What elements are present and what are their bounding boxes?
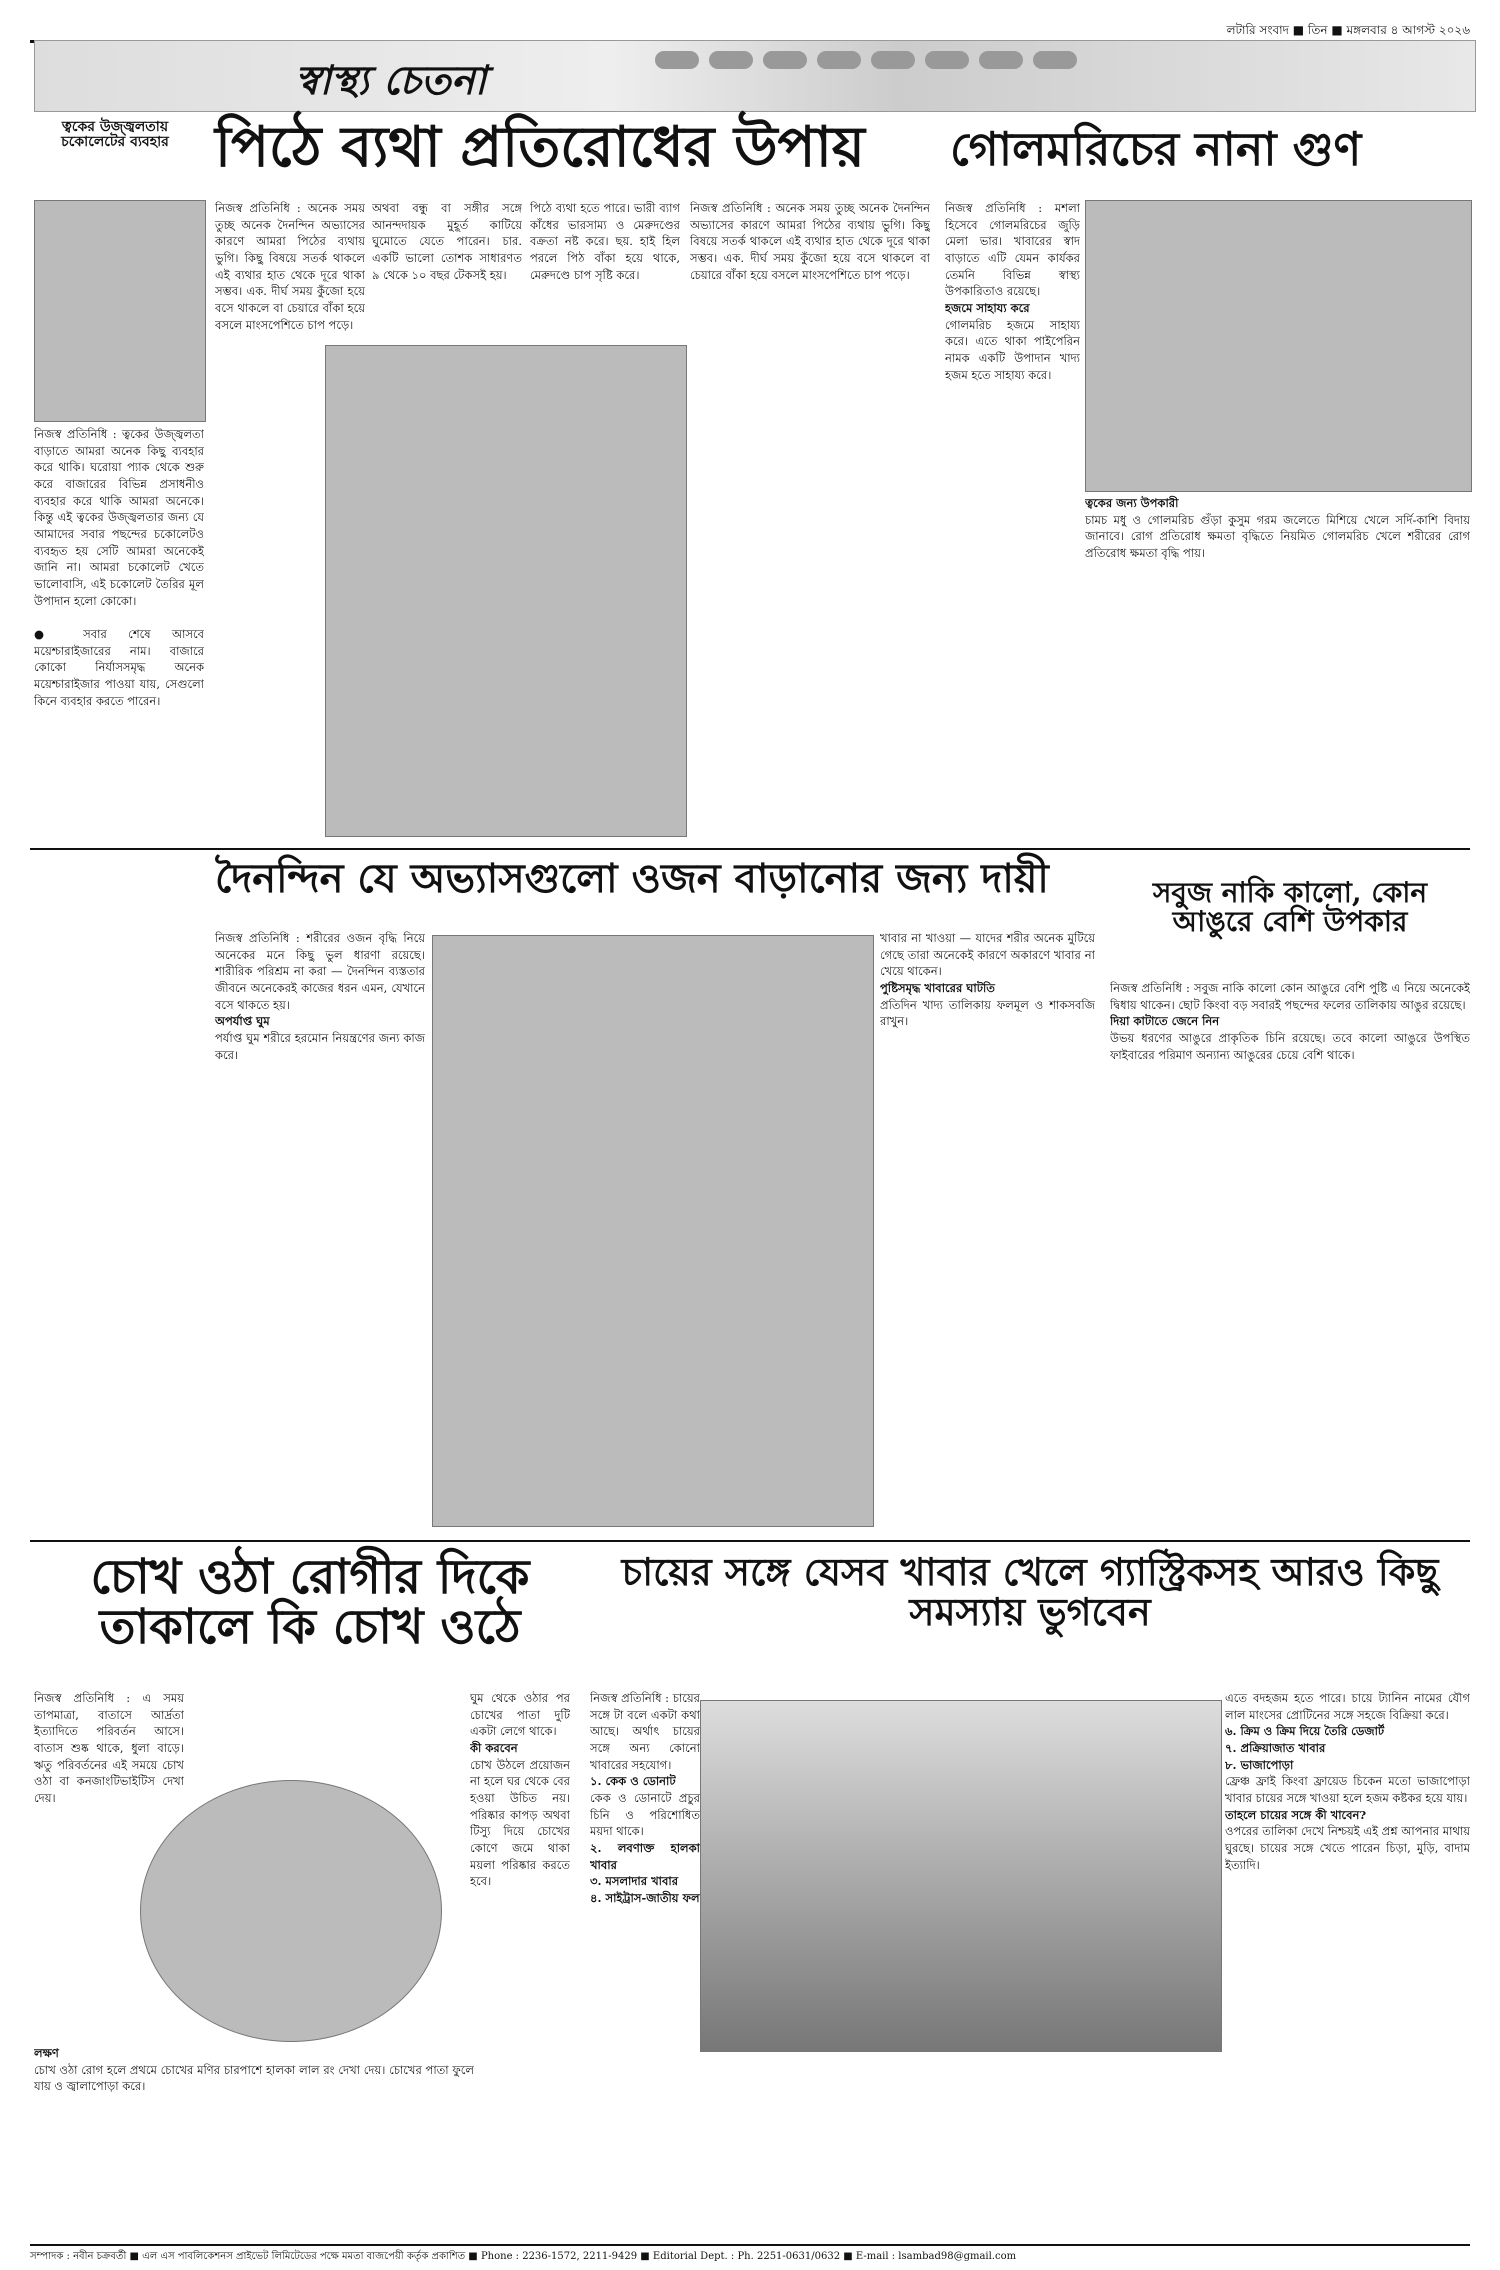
back-title: পিঠে ব্যথা প্রতিরোধের উপায় [215,114,865,180]
grape-title: সবুজ নাকি কালো, কোন আঙুরে বেশি উপকার [1152,876,1428,939]
eye-title: চোখ ওঠা রোগীর দিকে তাকালে কি চোখ ওঠে [90,1549,530,1656]
grape-body: নিজস্ব প্রতিনিধি : সবুজ নাকি কালো কোন আঙুরে বেশি পুষ্টি এ নিয়ে অনেকেই দ্বিধায় থাকেন। ছোট কিংবা বড় সবারই পছন্দের ফলের তালিকায় আঙুর রয়েছে। দিয়া কাটাতে জেনে নিন উভয় ধরণের আঙুরে প্রাকৃতিক চিনি রয়েছে। তবে কালো আঙুরে উপস্থিত ফাইবারের পরিমাণ অন্যান্য আঙুরের চেয়ে বেশি থাকে। [1110,981,1470,1062]
skin-body: নিজস্ব প্রতিনিধি : ত্বকের উজ্জ্বলতা বাড়াতে আমরা অনেক কিছু ব্যবহার করে থাকি। ঘরোয়া প্যাক থেকে শুরু করে বাজারের বিভিন্ন প্রসাধনীও ব্যবহার করে থাকি আমরা অনেকে। কিন্তু এই ত্বকের উজ্জ্বলতার জন্য যে আমাদের সবার পছন্দের চকোলেটও ব্যবহৃত হয় সেটি আমরা অনেকেই জানি না। আমরা চকোলেট খেতে ভালোবাসি, এই চকোলেট তৈরির মূল উপাদান হলো কোকো। ● সবার শেষে আসবে ময়েশ্চারাইজারের নাম। বাজারে কোকো নির্যাসসমৃদ্ধ অনেক ময়েশ্চারাইজার পাওয়া যায়, সেগুলো কিনে ব্যবহার করতে পারেন। [34,427,204,708]
peppercorn-photo [1085,200,1472,492]
eye-col-2: ঘুম থেকে ওঠার পর চোখের পাতা দুটি একটা লেগে থাকে। কী করবেন চোখ উঠলে প্রয়োজন না হলে ঘর থেকে বের হওয়া উচিত নয়। পরিষ্কার কাপড় অথবা টিস্যু দিয়ে চোখের কোণে জমে থাকা ময়লা পরিষ্কার করতে হবে। [470,1691,570,1889]
pepper-title: গোলমরিচের নানা গুণ [950,122,1362,176]
section-banner [34,40,1476,112]
back-col-4: নিজস্ব প্রতিনিধি : অনেক সময় তুচ্ছ অনেক দৈনন্দিন অভ্যাসের কারণে আমরা পিঠের ব্যথায় ভুগি। কিছু বিষয়ে সতর্ক থাকলে এই ব্যথার হাত থেকে দূরে থাকা সম্ভব। এক. দীর্ঘ সময় কুঁজো হয়ে বসে থাকলে বা চেয়ারে বাঁকা হয়ে বসলে মাংসপেশিতে চাপ পড়ে। [690,201,930,282]
eye-photo [140,1780,442,2042]
eye-col-1: নিজস্ব প্রতিনিধি : এ সময় তাপমাত্রা, বাতাসে আর্দ্রতা ইত্যাদিতে পরিবর্তন আসে। বাতাস শুষ্ক থাকে, ধুলা বাড়ে। ঋতু পরিবর্তনের এই সময়ে চোখ ওঠা বা কনজাংটিভাইটিস দেখা দেয়। [34,1691,184,1806]
waist-tape-photo [432,935,874,1527]
tea-col-2: এতে বদহজম হতে পারে। চায়ে ট্যানিন নামের যৌগ লাল মাংসের প্রোটিনের সঙ্গে সহজে বিক্রিয়া করে। ৬. ক্রিম ও ক্রিম দিয়ে তৈরি ডেজার্ট ৭. প্রক্রিয়াজাত খাবার ৮. ভাজাপোড়া ফ্রেঞ্চ ফ্রাই কিংবা ফ্রায়েড চিকেন মতো ভাজাপোড়া খাবার চায়ের সঙ্গে খাওয়া হলে হজম কষ্টকর হয়ে যায়। তাহলে চায়ের সঙ্গে কী খাবেন? ওপরের তালিকা দেখে নিশ্চয়ই এই প্রশ্ন আপনার মাথায় ঘুরছে। চায়ের সঙ্গে খেতে পারেন চিড়া, মুড়ি, বাদাম ইত্যাদি। [1225,1691,1470,1872]
tea-glasses-photo [700,1700,1222,2052]
weight-col-2: খাবার না খাওয়া — যাদের শরীর অনেক মুটিয়ে গেছে তারা অনেকেই কারণে অকারণে খাবার না খেয়ে থাকেন। পুষ্টিসমৃদ্ধ খাবারের ঘাটতি প্রতিদিন খাদ্য তালিকায় ফলমূল ও শাকসবজি রাখুন। [880,931,1095,1029]
section-title: স্বাস্থ্য চেতনা [295,57,487,104]
masthead-line: লটারি সংবাদ ■ তিন ■ মঙ্গলবার ৪ আগস্ট ২০২৬ [30,22,1470,43]
back-pain-photo [325,345,687,837]
pills-illustration [655,51,1077,69]
divider [30,848,1470,850]
skin-kicker: ত্বকের উজ্জ্বলতায় চকোলেটের ব্যবহার [61,119,169,150]
footer-imprint: সম্পাদক : নবীন চক্রবর্তী ■ এল এস পাবলিকেশনস প্রাইভেট লিমিটেডের পক্ষে মমতা বাজপেয়ী কর্তৃক প্রকাশিত ■ Phone : 2236-1572, 2211-9429 ■ Editorial Dept. : Ph. 2251-0631/0632 ■ E-mail : lsambad98@gmail.com [30,2244,1470,2266]
back-col-2: অথবা বন্ধু বা সঙ্গীর সঙ্গে আনন্দদায়ক মুহূর্ত কাটিয়ে ঘুমোতে যেতে পারেন। চার. একটি ভালো তোশক সাধারণত ৯ থেকে ১০ বছর টেকসই হয়। [372,201,522,282]
face-mask-photo [34,200,206,422]
tea-title: চায়ের সঙ্গে যেসব খাবার খেলে গ্যাস্ট্রিকসহ আরও কিছু সমস্যায় ভুগবেন [621,1549,1439,1634]
weight-col-1: নিজস্ব প্রতিনিধি : শরীরের ওজন বৃদ্ধি নিয়ে অনেকের মনে কিছু ভুল ধারণা রয়েছে। শারীরিক পরিশ্রম না করা — দৈনন্দিন ব্যস্ততার জীবনে অনেকেরই কাজের ধরন এমন, যেখানে বসে থাকতে হয়। অপর্যাপ্ত ঘুম পর্যাপ্ত ঘুম শরীরে হরমোন নিয়ন্ত্রণের জন্য কাজ করে। [215,931,425,1062]
back-col-1: নিজস্ব প্রতিনিধি : অনেক সময় তুচ্ছ অনেক দৈনন্দিন অভ্যাসের কারণে আমরা পিঠের ব্যথায় ভুগি। কিছু বিষয়ে সতর্ক থাকলে এই ব্যথার হাত থেকে দূরে থাকা সম্ভব। এক. দীর্ঘ সময় কুঁজো হয়ে বসে থাকলে বা চেয়ারে বাঁকা হয়ে বসলে মাংসপেশিতে চাপ পড়ে। [215,201,365,332]
pepper-col-1: নিজস্ব প্রতিনিধি : মশলা হিসেবে গোলমরিচের জুড়ি মেলা ভার। খাবারের স্বাদ বাড়াতে এটি যেমন কার্যকর তেমনি বিভিন্ন স্বাস্থ্য উপকারিতাও রয়েছে। হজমে সাহায্য করে গোলমরিচ হজমে সাহায্য করে। এতে থাকা পাইপেরিন নামক একটি উপাদান খাদ্য হজম হতে সাহায্য করে। [945,201,1080,382]
eye-symptoms: লক্ষণ চোখ ওঠা রোগ হলে প্রথমে চোখের মণির চারপাশে হালকা লাল রং দেখা দেয়। চোখের পাতা ফুলে যায় ও জ্বালাপোড়া করে। [34,2046,474,2094]
tea-col-1: নিজস্ব প্রতিনিধি : চায়ের সঙ্গে টা বলে একটা কথা আছে। অর্থাৎ চায়ের সঙ্গে অন্য কোনো খাবারের সহযোগ। ১. কেক ও ডোনাট কেক ও ডোনাটে প্রচুর চিনি ও পরিশোধিত ময়দা থাকে। ২. লবণাক্ত হালকা খাবার ৩. মসলাদার খাবার ৪. সাইট্রাস-জাতীয় ফল [590,1691,700,1906]
pepper-col-2: ত্বকের জন্য উপকারী চামচ মধু ও গোলমরিচ গুঁড়া কুসুম গরম জলেতে মিশিয়ে খেলে সর্দি-কাশি বিদায় জানাবে। রোগ প্রতিরোধ ক্ষমতা বৃদ্ধিতে নিয়মিত গোলমরিচ খেলে শরীরের রোগ প্রতিরোধ ক্ষমতা বৃদ্ধি পায়। [1085,496,1470,561]
divider [30,1540,1470,1542]
back-col-3: পিঠে ব্যথা হতে পারে। ভারী ব্যাগ কাঁধের ভারসাম্য ও মেরুদণ্ডের বক্রতা নষ্ট করে। ছয়. হাই হিল পরলে পিঠ বাঁকা হয়ে থাকে, মেরুদণ্ডে চাপ সৃষ্টি করে। [530,201,680,282]
weight-title: দৈনন্দিন যে অভ্যাসগুলো ওজন বাড়ানোর জন্য দায়ী [215,855,1049,902]
